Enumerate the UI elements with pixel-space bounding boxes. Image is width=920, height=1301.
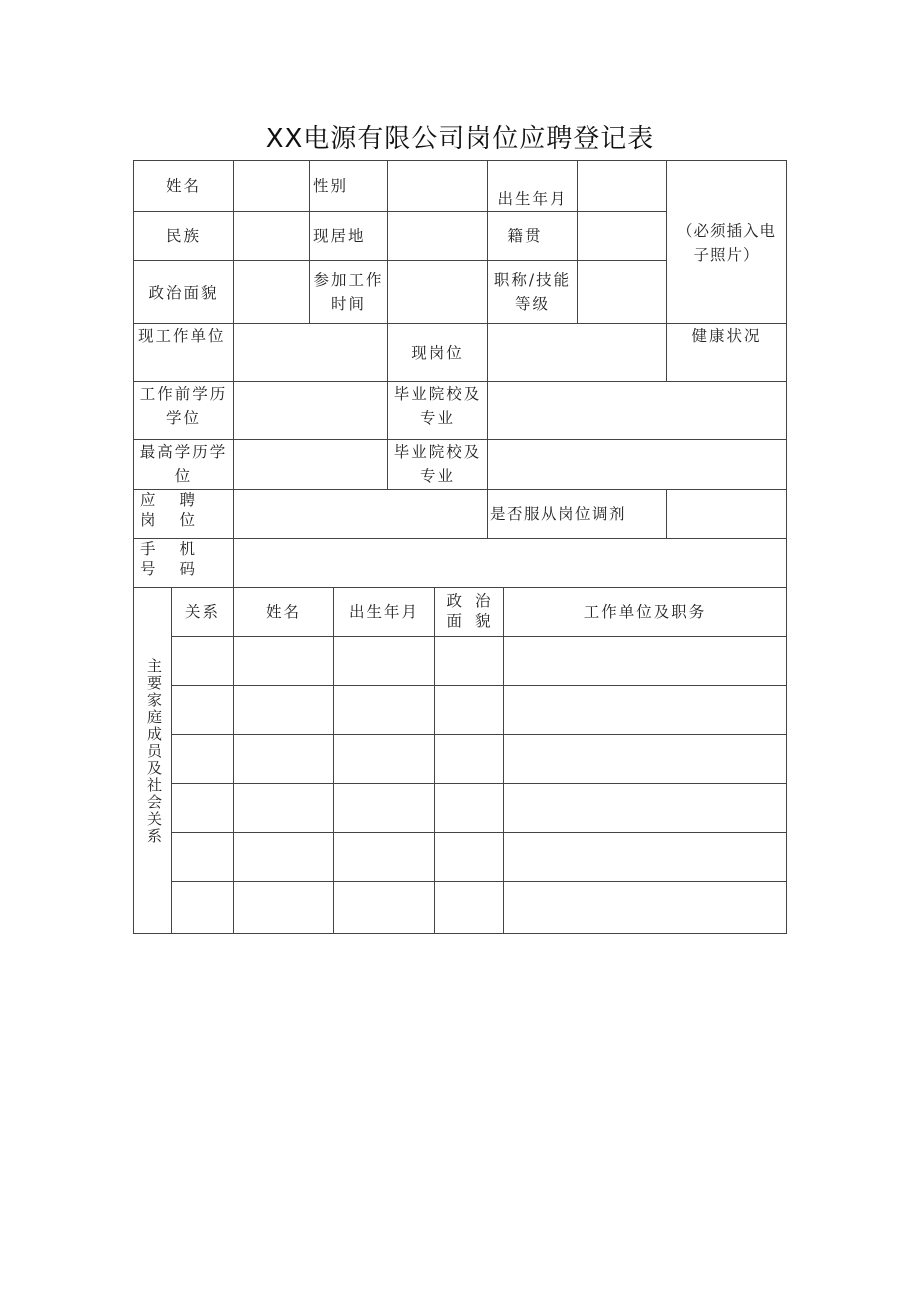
work-start-line1: 参加工作 bbox=[313, 271, 384, 289]
top-edu-label bbox=[134, 440, 233, 488]
phone-field[interactable] bbox=[234, 539, 786, 587]
family-cell-politics[interactable] bbox=[435, 784, 503, 832]
phone-label bbox=[140, 539, 230, 579]
pre-edu-line1: 工作前学历 bbox=[139, 385, 228, 403]
school2-line1: 毕业院校及 bbox=[393, 443, 482, 461]
current-unit-field[interactable] bbox=[234, 324, 387, 381]
obey-field[interactable] bbox=[667, 490, 786, 538]
family-cell-work[interactable] bbox=[504, 686, 786, 734]
current-unit-label: 现工作单位 bbox=[138, 327, 226, 345]
family-cell-politics[interactable] bbox=[435, 686, 503, 734]
school1-label bbox=[388, 382, 487, 430]
gender-label: 性别 bbox=[313, 177, 349, 195]
family-cell-birth[interactable] bbox=[334, 833, 434, 881]
pre-edu-line2: 学位 bbox=[165, 409, 201, 427]
top-edu-line1: 最高学历学 bbox=[139, 443, 228, 461]
apply-char3: 岗 bbox=[140, 511, 158, 529]
health-label: 健康状况 bbox=[691, 327, 762, 345]
family-cell-relation[interactable] bbox=[172, 735, 233, 783]
birth-field[interactable] bbox=[578, 161, 666, 211]
family-cell-relation[interactable] bbox=[172, 637, 233, 685]
family-cell-politics[interactable] bbox=[435, 637, 503, 685]
top-edu-line2: 位 bbox=[174, 467, 193, 485]
family-header-name: 姓名 bbox=[265, 603, 301, 621]
photo-hint-line2: 子照片） bbox=[693, 246, 760, 264]
family-cell-name[interactable] bbox=[234, 784, 333, 832]
politics-h-char4: 貌 bbox=[475, 612, 492, 630]
family-cell-name[interactable] bbox=[234, 833, 333, 881]
family-cell-name[interactable] bbox=[234, 686, 333, 734]
apply-char4: 位 bbox=[179, 511, 198, 529]
family-header-birth: 出生年月 bbox=[348, 603, 419, 621]
form-title: XX电源有限公司岗位应聘登记表 bbox=[265, 124, 655, 154]
apply-post-label bbox=[140, 490, 230, 530]
phone-char1: 手 bbox=[140, 540, 158, 558]
family-header-work: 工作单位及职务 bbox=[583, 603, 707, 621]
ethnicity-label: 民族 bbox=[165, 227, 201, 245]
school2-label bbox=[388, 440, 487, 488]
family-cell-politics[interactable] bbox=[435, 882, 503, 930]
family-cell-birth[interactable] bbox=[334, 735, 434, 783]
school1-line1: 毕业院校及 bbox=[393, 385, 482, 403]
politics-label: 政治面貌 bbox=[148, 284, 219, 302]
residence-label: 现居地 bbox=[313, 227, 366, 245]
family-cell-relation[interactable] bbox=[172, 833, 233, 881]
family-cell-work[interactable] bbox=[504, 735, 786, 783]
name-label: 姓名 bbox=[165, 177, 201, 195]
apply-char1: 应 bbox=[140, 491, 158, 509]
pre-edu-field[interactable] bbox=[234, 382, 387, 439]
family-section-label: 主要家庭成员及社会关系 bbox=[145, 658, 163, 845]
origin-label: 籍贯 bbox=[507, 227, 543, 245]
ethnicity-field[interactable] bbox=[234, 212, 309, 260]
top-edu-field[interactable] bbox=[234, 440, 387, 489]
apply-char2: 聘 bbox=[179, 491, 198, 509]
family-cell-work[interactable] bbox=[504, 833, 786, 881]
apply-post-field[interactable] bbox=[234, 490, 487, 538]
gender-field[interactable] bbox=[388, 161, 487, 211]
phone-char4: 码 bbox=[179, 560, 198, 578]
family-cell-work[interactable] bbox=[504, 882, 786, 930]
obey-label: 是否服从岗位调剂 bbox=[490, 505, 627, 523]
family-cell-work[interactable] bbox=[504, 784, 786, 832]
family-cell-relation[interactable] bbox=[172, 686, 233, 734]
origin-field[interactable] bbox=[578, 212, 666, 260]
school2-field[interactable] bbox=[488, 440, 786, 489]
phone-char2: 机 bbox=[179, 540, 198, 558]
family-cell-name[interactable] bbox=[234, 637, 333, 685]
family-cell-birth[interactable] bbox=[334, 882, 434, 930]
work-start-label bbox=[310, 268, 387, 316]
current-post-field[interactable] bbox=[488, 324, 666, 381]
family-cell-name[interactable] bbox=[234, 882, 333, 930]
family-header-politics bbox=[435, 591, 503, 631]
school1-line2: 专业 bbox=[419, 409, 455, 427]
title-label bbox=[488, 268, 577, 316]
school2-line2: 专业 bbox=[419, 467, 455, 485]
title-field[interactable] bbox=[578, 261, 666, 323]
politics-h-char2: 治 bbox=[475, 592, 492, 610]
family-cell-birth[interactable] bbox=[334, 637, 434, 685]
title-line2: 等级 bbox=[514, 295, 550, 313]
photo-hint-line1: （必须插入电 bbox=[676, 222, 776, 240]
school1-field[interactable] bbox=[488, 382, 786, 439]
phone-char3: 号 bbox=[140, 560, 158, 578]
current-post-label: 现岗位 bbox=[411, 344, 464, 362]
politics-field[interactable] bbox=[234, 261, 309, 323]
politics-h-char3: 面 bbox=[446, 612, 463, 630]
pre-edu-label bbox=[134, 382, 233, 430]
family-cell-name[interactable] bbox=[234, 735, 333, 783]
birth-label: 出生年月 bbox=[497, 190, 568, 208]
residence-field[interactable] bbox=[388, 212, 487, 260]
photo-box[interactable] bbox=[667, 161, 786, 323]
family-cell-birth[interactable] bbox=[334, 686, 434, 734]
family-cell-work[interactable] bbox=[504, 637, 786, 685]
work-start-line2: 时间 bbox=[330, 295, 366, 313]
name-field[interactable] bbox=[234, 161, 309, 211]
work-start-field[interactable] bbox=[388, 261, 487, 323]
title-line1: 职称/技能 bbox=[493, 271, 572, 289]
family-cell-birth[interactable] bbox=[334, 784, 434, 832]
family-header-relation: 关系 bbox=[184, 603, 220, 621]
family-cell-politics[interactable] bbox=[435, 735, 503, 783]
politics-h-char1: 政 bbox=[446, 592, 463, 610]
family-cell-politics[interactable] bbox=[435, 833, 503, 881]
family-cell-relation[interactable] bbox=[172, 882, 233, 930]
family-cell-relation[interactable] bbox=[172, 784, 233, 832]
